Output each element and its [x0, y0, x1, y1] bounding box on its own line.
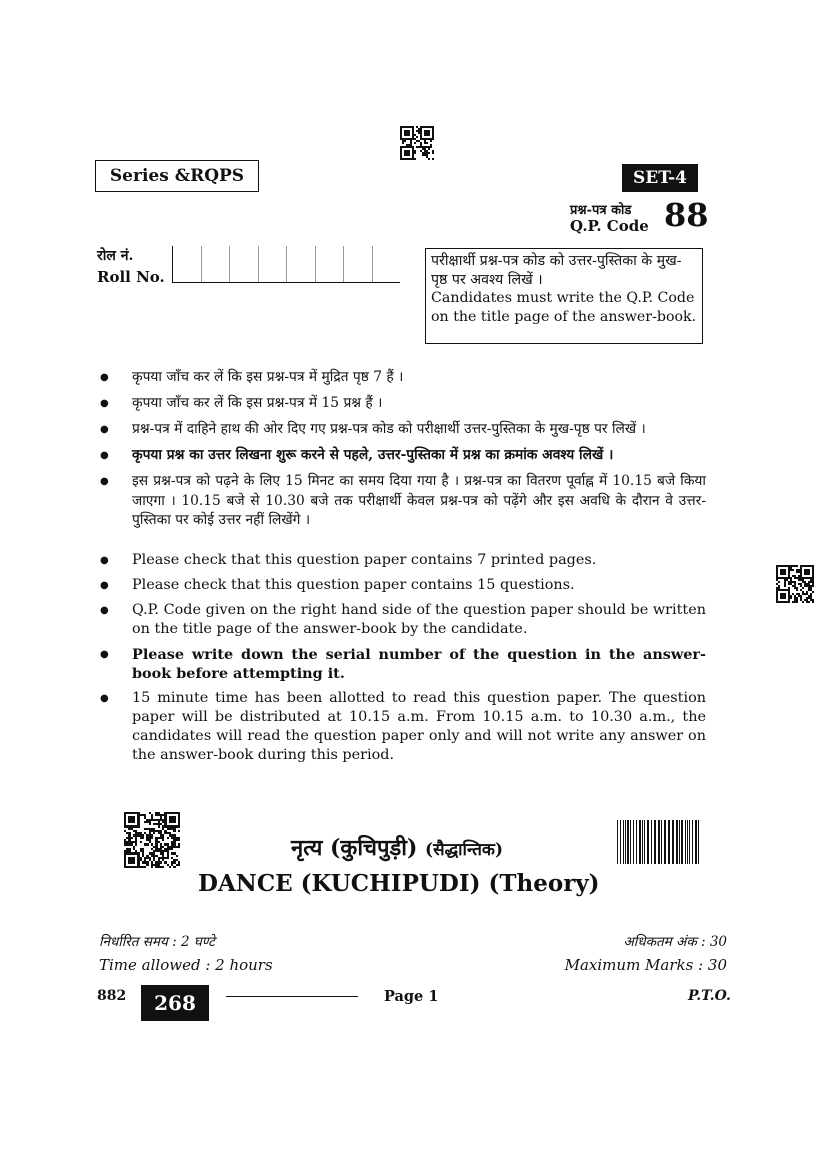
time-allowed-hindi: निर्धारित समय : 2 घण्टे [99, 934, 215, 950]
subject-title-hindi-sub: (सैद्धान्तिक) [425, 840, 503, 860]
divider-line [226, 996, 358, 997]
qr-code-bottom [124, 812, 180, 868]
instruction-hindi: ● कृपया जाँच कर लें कि इस प्रश्न-पत्र में 15 प्रश्न हैं । [100, 394, 706, 414]
page-number: Page 1 [384, 988, 439, 1005]
roll-label: Roll No. [97, 268, 165, 286]
subject-title: DANCE (KUCHIPUDI) (Theory) [198, 870, 600, 897]
instruction-english: ● Please write down the serial number of the question in the answer-book before attempting it. [100, 645, 706, 683]
instruction-english: ● Please check that this question paper contains 15 questions. [100, 576, 706, 595]
qp-code-value: 88 [664, 196, 709, 234]
candidate-note-hindi: परीक्षार्थी प्रश्न-पत्र कोड को उत्तर-पुस्तिका के मुख-पृष्ठ पर अवश्य लिखें । [431, 253, 682, 288]
max-marks: Maximum Marks : 30 [564, 956, 727, 974]
max-marks-hindi: अधिकतम अंक : 30 [623, 934, 727, 950]
time-allowed: Time allowed : 2 hours [99, 956, 273, 974]
instruction-hindi: ● कृपया जाँच कर लें कि इस प्रश्न-पत्र में मुद्रित पृष्ठ 7 हैं । [100, 368, 706, 388]
instruction-hindi: ● इस प्रश्न-पत्र को पढ़ने के लिए 15 मिनट का समय दिया गया है । प्रश्न-पत्र का वितरण पूर्वाह्न में 10.15 बजे किया जाएगा । 10.15 बजे से 10.30 बजे तक परीक्षार्थी केवल प्रश्न-पत्र को पढ़ेंगे और इस अवधि के दौरान वे उत्तर-पुस्तिका पर कोई उत्तर नहीं लिखेंगे । [100, 472, 706, 531]
candidate-note-english: Candidates must write the Q.P. Code on the title page of the answer-book. [431, 290, 697, 325]
qp-code-label: Q.P. Code [570, 217, 649, 235]
set-badge: SET-4 [622, 164, 698, 192]
pto-label: P.T.O. [688, 988, 731, 1004]
qp-code-label-hindi: प्रश्न-पत्र कोड [570, 203, 632, 218]
subject-title-hindi [291, 832, 503, 862]
qr-code-side [776, 565, 814, 603]
paper-code: 882 [97, 988, 127, 1004]
instruction-hindi: ● प्रश्न-पत्र में दाहिने हाथ की ओर दिए गए प्रश्न-पत्र कोड को परीक्षार्थी उत्तर-पुस्तिका के मुख-पृष्ठ पर लिखें । [100, 420, 706, 440]
series-label: Series &RQPS [95, 160, 259, 192]
barcode [617, 820, 703, 864]
instruction-hindi: ● कृपया प्रश्न का उत्तर लिखना शुरू करने से पहले, उत्तर-पुस्तिका में प्रश्न का क्रमांक अवश्य लिखें । [100, 446, 706, 466]
subject-title-hindi-main: नृत्य (कुचिपुड़ी) [291, 835, 418, 861]
instructions [100, 368, 706, 771]
candidate-note-box [425, 248, 703, 344]
instruction-english: ● Q.P. Code given on the right hand side of the question paper should be written on the title page of the answer-book by the candidate. [100, 601, 706, 639]
paper-code-box: 268 [141, 985, 209, 1021]
roll-label-hindi: रोल नं. [97, 248, 134, 264]
qr-code-top [400, 126, 434, 160]
roll-number-boxes[interactable] [172, 246, 400, 283]
instruction-english: ● 15 minute time has been allotted to read this question paper. The question paper will be distributed at 10.15 a.m. From 10.15 a.m. to 10.30 a.m., the candidates will read the question paper only and will not write any answer on the answer-book during this period. [100, 689, 706, 765]
instruction-english: ● Please check that this question paper contains 7 printed pages. [100, 551, 706, 570]
